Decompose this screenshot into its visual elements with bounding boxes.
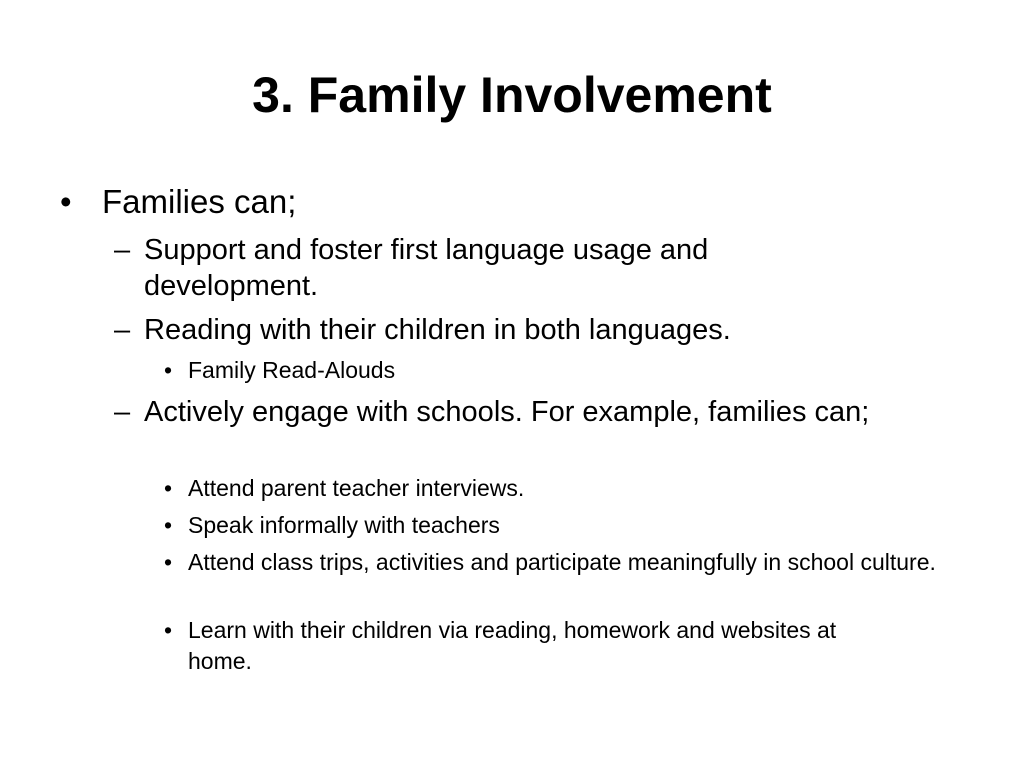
bullet-text: Speak informally with teachers (188, 512, 500, 538)
bullet-text: Family Read-Alouds (188, 357, 396, 383)
slide-title: 3. Family Involvement (252, 67, 772, 123)
bullet-dash-icon: – (114, 234, 131, 266)
bullet-text: Learn with their children via reading, homework and websites at home. (188, 617, 837, 674)
bullet-dot-icon: • (164, 475, 173, 501)
bullet-level2-support-first-language (114, 232, 824, 304)
bullet-dash-icon: – (114, 396, 131, 428)
bullet-text: Reading with their children in both languages. (144, 314, 731, 346)
bullet-level3-learn-with-children (164, 615, 888, 677)
bullet-level3-family-read-alouds (164, 355, 968, 386)
bullet-dot-icon: • (164, 512, 173, 538)
bullet-level3-speak-informally (164, 510, 968, 541)
bullet-text: Support and foster first language usage and development. (144, 234, 709, 302)
bullet-level2-actively-engage (114, 394, 934, 430)
bullet-text: Actively engage with schools. For example, families can; (144, 396, 870, 428)
bullet-text: Families can; (102, 183, 297, 220)
bullet-level1-families-can (60, 180, 296, 224)
bullet-dash-icon: – (114, 314, 131, 346)
bullet-level3-class-trips (164, 547, 968, 578)
bullet-dot-icon: • (164, 549, 173, 575)
bullet-level3-parent-teacher-interviews (164, 473, 968, 504)
bullet-text: Attend parent teacher interviews. (188, 475, 525, 501)
bullet-text: Attend class trips, activities and participate meaningfully in school culture. (188, 549, 936, 575)
bullet-dot-icon: • (60, 183, 72, 220)
bullet-dot-icon: • (164, 357, 173, 383)
bullet-level2-reading-both-languages (114, 312, 944, 348)
bullet-dot-icon: • (164, 617, 173, 643)
